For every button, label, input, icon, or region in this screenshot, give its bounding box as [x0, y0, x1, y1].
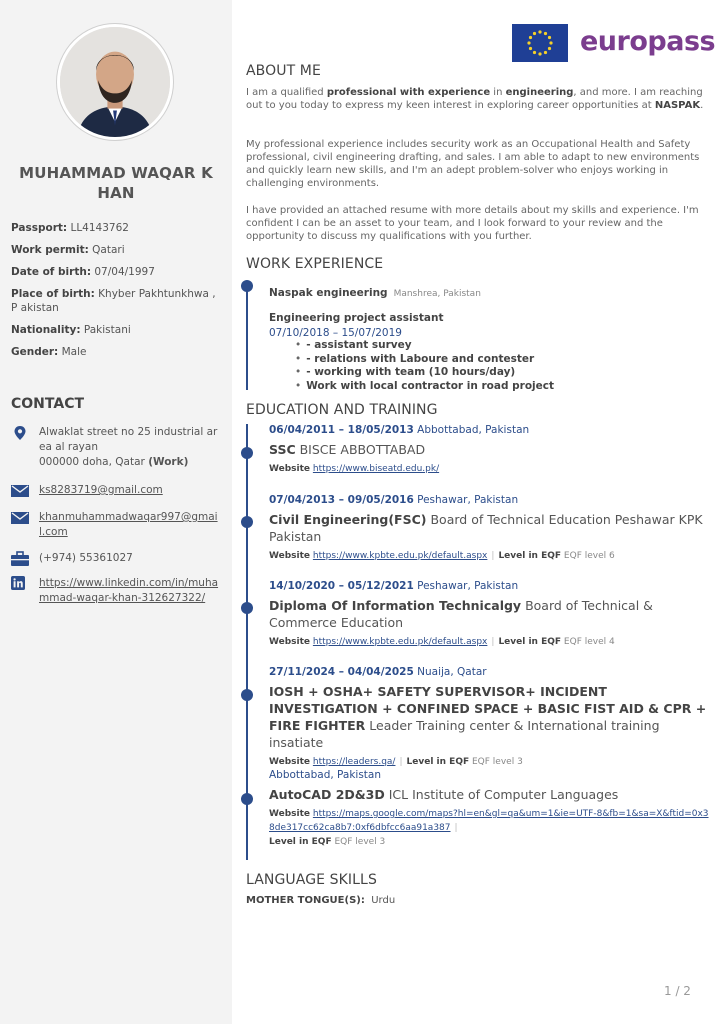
website-link[interactable]: https://www.kpbte.edu.pk/default.aspx [312, 551, 488, 561]
person-photo-icon [60, 27, 170, 137]
contact-email-2[interactable]: khanmuhammadwaqar997@gmail.com [11, 510, 223, 540]
location-pin-icon [11, 425, 29, 441]
job-role: Engineering project assistant [269, 312, 444, 324]
education-entry-autocad: Abbottabad, Pakistan AutoCAD 2D&3D ICL Institute of Computer Languages Website https://maps.google.com/maps?hl=en&gl=qa&um=1&ie=UTF-8&fb=1&sa=X&ftid=0x38de317cc62ca8b7:0xf6dbfcc6aa91a387 | Level in EQF EQF level 3 [269, 769, 709, 847]
contact-email-1[interactable]: ks8283719@gmail.com [11, 483, 223, 498]
contact-address: Alwaklat street no 25 industrial area al rayan 000000 doha, Qatar (Work) [11, 425, 223, 470]
mother-tongue: MOTHER TONGUE(S): Urdu [246, 895, 396, 906]
work-permit-info: Work permit: Qatari [11, 244, 125, 256]
contact-phone: (+974) 55361027 [11, 551, 223, 566]
education-entry-safety: 27/11/2024 – 04/04/2025 Nuaija, Qatar IOSH + OSHA+ SAFETY SUPERVISOR+ INCIDENT INVESTIGATION + CONFINED SPACE + BASIC FIST AID & CPR + FIRE FIGHTER Leader Training center & International training insatiate Website https://leaders.qa/ | Level in EQF EQF level 3 [269, 666, 707, 767]
website-link[interactable]: https://maps.google.com/maps?hl=en&gl=qa&um=1&ie=UTF-8&fb=1&sa=X&ftid=0x38de317cc62ca8b7:0xf6dbfcc6aa91a387 [269, 809, 709, 833]
about-paragraph-1: I am a qualified professional with experience in engineering, and more. I am reaching out to you today to express my keen interest in exploring career opportunities at NASPAK. [246, 87, 704, 111]
work-entry [269, 281, 709, 393]
work-timeline-dot [241, 280, 253, 292]
work-timeline [246, 282, 248, 390]
sidebar [0, 0, 232, 1024]
employer-location: Manshrea, Pakistan [393, 289, 481, 299]
list-item: • - relations with Laboure and contester [295, 353, 709, 367]
contact-heading: CONTACT [11, 396, 85, 412]
place-of-birth-info: Place of birth: Khyber Pakhtunkhwa , P akistan [11, 288, 216, 314]
about-heading: ABOUT ME [246, 63, 321, 79]
education-entry-diploma: 14/10/2020 – 05/12/2021 Peshawar, Pakistan Diploma Of Information Technicalgy Board of Technical & Commerce Education Website https://www.kpbte.edu.pk/default.aspx | Level in EQF EQF level 4 [269, 580, 653, 647]
linkedin-icon [11, 576, 25, 590]
website-link[interactable]: https://www.kpbte.edu.pk/default.aspx [312, 637, 488, 647]
nationality-info: Nationality: Pakistani [11, 324, 131, 336]
gender-info: Gender: Male [11, 346, 87, 358]
contact-linkedin[interactable]: https://www.linkedin.com/in/muhammad-waqar-khan-312627322/ [11, 576, 223, 606]
education-entry-ssc: 06/04/2011 – 18/05/2013 Abbottabad, Pakistan SSC BISCE ABBOTTABAD Website https://www.biseatd.edu.pk/ [269, 424, 530, 474]
list-item: • Work with local contractor in road project [295, 380, 709, 394]
education-entry-civil: 07/04/2013 – 09/05/2016 Peshawar, Pakistan Civil Engineering(FSC) Board of Technical Education Peshawar KPK Pakistan Website https://www.kpbte.edu.pk/default.aspx | Level in EQF EQF level 6 [269, 494, 703, 561]
list-item: • - assistant survey [295, 339, 709, 353]
job-dates: 07/10/2018 – 15/07/2019 [269, 327, 402, 339]
language-heading: LANGUAGE SKILLS [246, 872, 377, 888]
envelope-icon [11, 510, 29, 526]
page-number: 1 / 2 [664, 984, 691, 998]
profile-photo [57, 24, 173, 140]
education-timeline-dot [241, 689, 253, 701]
education-timeline-dot [241, 602, 253, 614]
employer-name: Naspak engineering [269, 287, 388, 299]
europass-wordmark: europass [580, 26, 716, 57]
europass-logo [512, 24, 716, 62]
envelope-icon [11, 483, 29, 499]
briefcase-icon [11, 551, 29, 567]
date-of-birth-info: Date of birth: 07/04/1997 [11, 266, 155, 278]
passport-info: Passport: LL4143762 [11, 222, 129, 234]
about-paragraph-3: I have provided an attached resume with more details about my skills and experience. I'm confident I can be an asset to your team, and I look forward to your review and the opportunity to discuss my qualifications with you further. [246, 205, 699, 242]
work-heading: WORK EXPERIENCE [246, 256, 384, 272]
education-timeline-dot [241, 516, 253, 528]
education-timeline-dot [241, 793, 253, 805]
eu-flag-icon [512, 24, 568, 62]
list-item: • - working with team (10 hours/day) [295, 366, 709, 380]
website-link[interactable]: https://leaders.qa/ [312, 757, 396, 767]
about-paragraph-2: My professional experience includes security work as an Occupational Health and Safety professional, civil engineering drafting, and sales. I am able to adapt to new environments and quickly learn new skills, and I'm an adept problem-solver who enjoys working in challenging environments. [246, 139, 700, 189]
education-timeline-dot [241, 447, 253, 459]
education-heading: EDUCATION AND TRAINING [246, 402, 438, 418]
full-name: MUHAMMAD WAQAR K HAN [19, 164, 213, 202]
job-duties [295, 339, 709, 393]
website-link[interactable]: https://www.biseatd.edu.pk/ [312, 464, 440, 474]
